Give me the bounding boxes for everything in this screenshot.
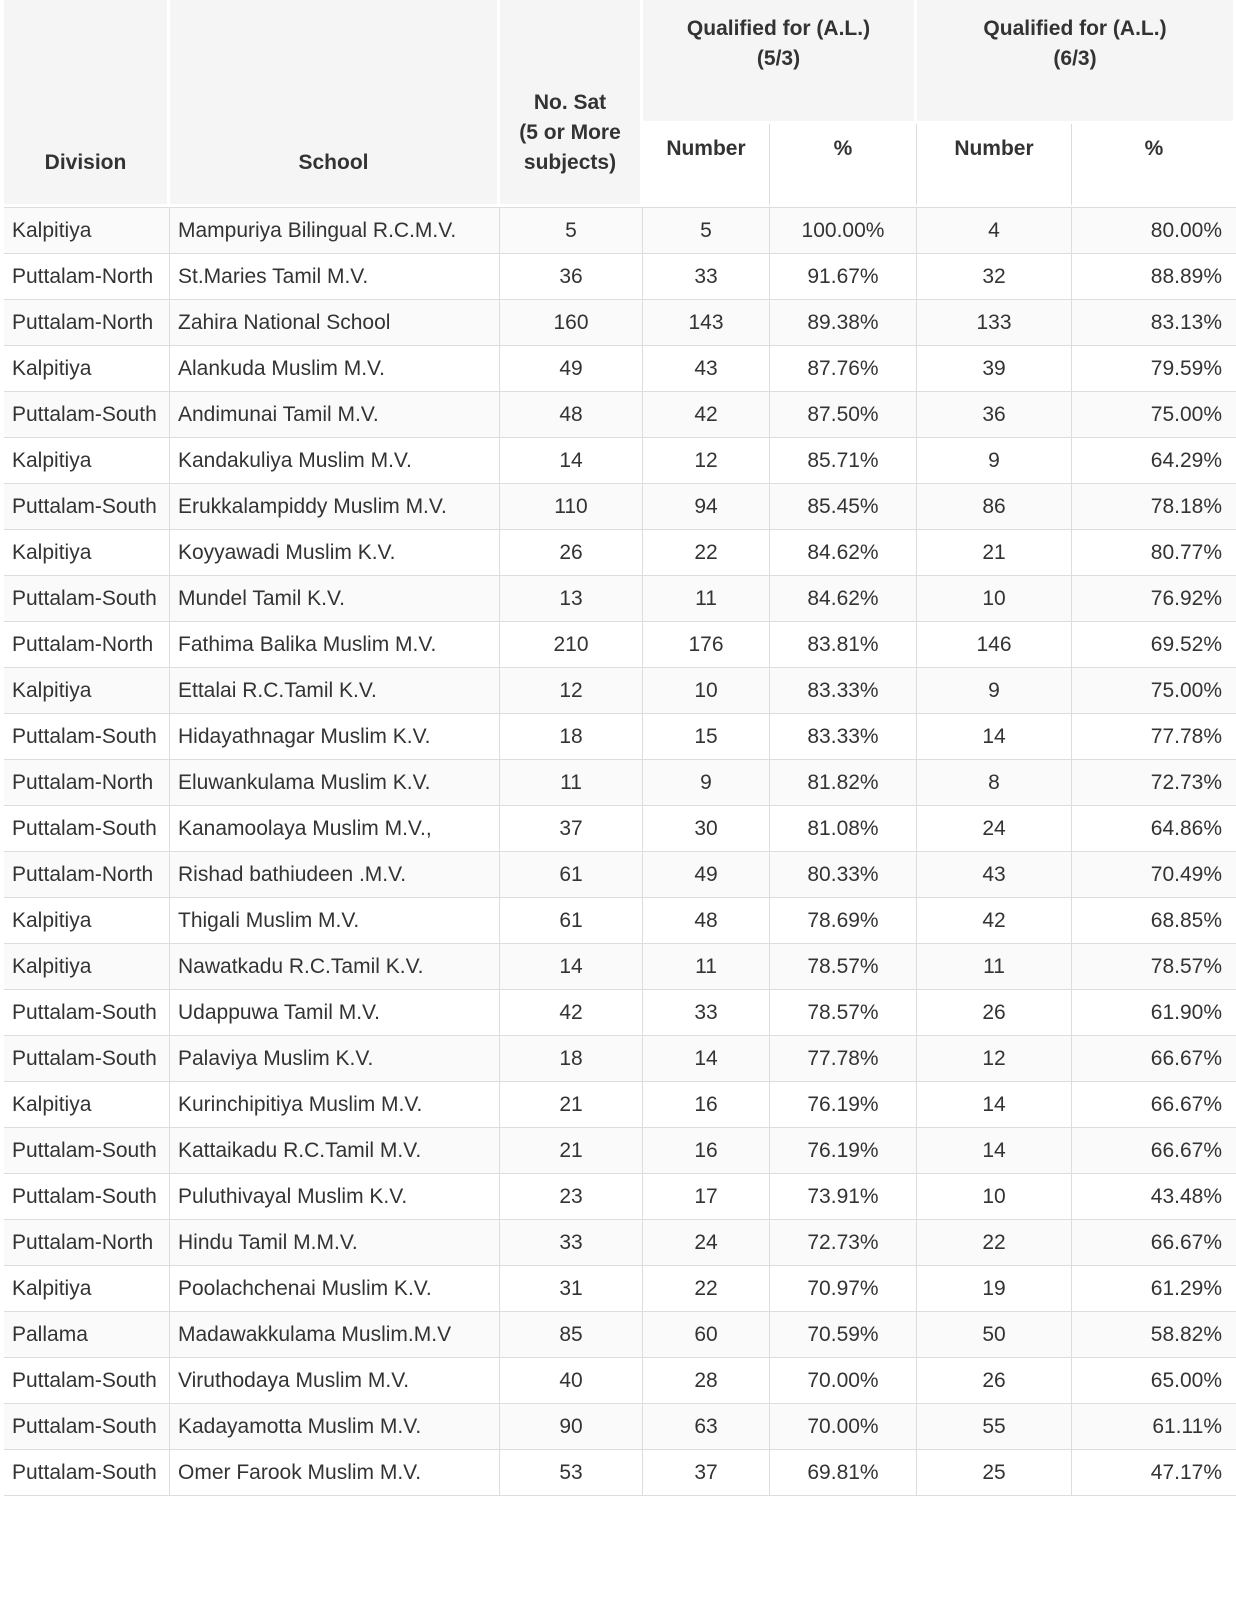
cell-no-sat: 85 [500, 1312, 643, 1358]
cell-number-6-3: 11 [917, 944, 1072, 990]
table-row [4, 1174, 1236, 1220]
cell-percent-6-3: 61.11% [1072, 1404, 1236, 1450]
cell-number-5-3: 48 [643, 898, 770, 944]
cell-number-6-3: 8 [917, 760, 1072, 806]
cell-percent-6-3: 83.13% [1072, 300, 1236, 346]
cell-number-5-3: 22 [643, 530, 770, 576]
cell-percent-6-3: 43.48% [1072, 1174, 1236, 1220]
cell-division: Puttalam-North [4, 1220, 170, 1266]
cell-number-5-3: 14 [643, 1036, 770, 1082]
cell-percent-6-3: 66.67% [1072, 1220, 1236, 1266]
cell-division: Kalpitiya [4, 1266, 170, 1312]
cell-division: Puttalam-North [4, 760, 170, 806]
cell-division: Kalpitiya [4, 346, 170, 392]
cell-division: Puttalam-South [4, 1450, 170, 1496]
cell-percent-6-3: 65.00% [1072, 1358, 1236, 1404]
cell-percent-5-3: 78.57% [770, 990, 917, 1036]
cell-number-6-3: 86 [917, 484, 1072, 530]
cell-number-5-3: 10 [643, 668, 770, 714]
cell-no-sat: 61 [500, 852, 643, 898]
cell-no-sat: 40 [500, 1358, 643, 1404]
cell-no-sat: 21 [500, 1128, 643, 1174]
cell-division: Kalpitiya [4, 668, 170, 714]
cell-percent-5-3: 81.82% [770, 760, 917, 806]
table-row [4, 1036, 1236, 1082]
table-row [4, 622, 1236, 668]
cell-percent-5-3: 70.00% [770, 1358, 917, 1404]
cell-percent-6-3: 77.78% [1072, 714, 1236, 760]
cell-school: Koyyawadi Muslim K.V. [170, 530, 500, 576]
cell-number-6-3: 50 [917, 1312, 1072, 1358]
cell-division: Puttalam-North [4, 300, 170, 346]
cell-number-6-3: 9 [917, 668, 1072, 714]
cell-number-5-3: 63 [643, 1404, 770, 1450]
cell-division: Puttalam-North [4, 622, 170, 668]
cell-number-6-3: 14 [917, 1082, 1072, 1128]
results-table [4, 0, 1236, 1496]
cell-no-sat: 31 [500, 1266, 643, 1312]
cell-number-6-3: 39 [917, 346, 1072, 392]
cell-percent-6-3: 72.73% [1072, 760, 1236, 806]
cell-school: Nawatkadu R.C.Tamil K.V. [170, 944, 500, 990]
cell-number-5-3: 94 [643, 484, 770, 530]
cell-number-6-3: 55 [917, 1404, 1072, 1450]
cell-number-6-3: 4 [917, 207, 1072, 254]
cell-percent-5-3: 84.62% [770, 530, 917, 576]
cell-no-sat: 5 [500, 207, 643, 254]
cell-number-6-3: 43 [917, 852, 1072, 898]
cell-division: Puttalam-South [4, 484, 170, 530]
cell-school: Omer Farook Muslim M.V. [170, 1450, 500, 1496]
cell-percent-6-3: 66.67% [1072, 1128, 1236, 1174]
table-row [4, 346, 1236, 392]
cell-number-5-3: 33 [643, 254, 770, 300]
cell-number-5-3: 49 [643, 852, 770, 898]
cell-school: St.Maries Tamil M.V. [170, 254, 500, 300]
cell-number-5-3: 30 [643, 806, 770, 852]
cell-percent-5-3: 73.91% [770, 1174, 917, 1220]
table-row [4, 207, 1236, 254]
cell-percent-5-3: 83.33% [770, 714, 917, 760]
cell-number-6-3: 146 [917, 622, 1072, 668]
cell-number-6-3: 22 [917, 1220, 1072, 1266]
header-qualified-6-3 [917, 0, 1236, 124]
cell-no-sat: 18 [500, 1036, 643, 1082]
cell-number-5-3: 16 [643, 1082, 770, 1128]
cell-division: Puttalam-South [4, 1128, 170, 1174]
cell-number-5-3: 15 [643, 714, 770, 760]
table-row [4, 852, 1236, 898]
cell-no-sat: 49 [500, 346, 643, 392]
cell-percent-6-3: 61.29% [1072, 1266, 1236, 1312]
cell-percent-6-3: 75.00% [1072, 668, 1236, 714]
cell-school: Zahira National School [170, 300, 500, 346]
cell-percent-6-3: 80.77% [1072, 530, 1236, 576]
header-no-sat-line1: No. Sat [533, 91, 607, 114]
cell-percent-5-3: 100.00% [770, 207, 917, 254]
cell-no-sat: 210 [500, 622, 643, 668]
cell-school: Madawakkulama Muslim.M.V [170, 1312, 500, 1358]
cell-percent-6-3: 61.90% [1072, 990, 1236, 1036]
cell-percent-6-3: 64.29% [1072, 438, 1236, 484]
cell-number-6-3: 9 [917, 438, 1072, 484]
cell-number-5-3: 24 [643, 1220, 770, 1266]
header-division: Division [4, 0, 170, 207]
cell-number-5-3: 16 [643, 1128, 770, 1174]
cell-number-6-3: 36 [917, 392, 1072, 438]
cell-division: Puttalam-South [4, 1358, 170, 1404]
cell-percent-5-3: 70.59% [770, 1312, 917, 1358]
cell-no-sat: 90 [500, 1404, 643, 1450]
cell-school: Hidayathnagar Muslim K.V. [170, 714, 500, 760]
cell-number-5-3: 12 [643, 438, 770, 484]
cell-no-sat: 53 [500, 1450, 643, 1496]
cell-percent-6-3: 69.52% [1072, 622, 1236, 668]
cell-no-sat: 13 [500, 576, 643, 622]
cell-school: Hindu Tamil M.M.V. [170, 1220, 500, 1266]
cell-division: Pallama [4, 1312, 170, 1358]
cell-percent-5-3: 72.73% [770, 1220, 917, 1266]
cell-division: Kalpitiya [4, 530, 170, 576]
header-school: School [170, 0, 500, 207]
cell-division: Kalpitiya [4, 1082, 170, 1128]
cell-school: Kadayamotta Muslim M.V. [170, 1404, 500, 1450]
table-row [4, 1082, 1236, 1128]
table-row [4, 1404, 1236, 1450]
cell-percent-6-3: 47.17% [1072, 1450, 1236, 1496]
table-row [4, 1128, 1236, 1174]
table-row [4, 990, 1236, 1036]
cell-number-5-3: 43 [643, 346, 770, 392]
cell-school: Kandakuliya Muslim M.V. [170, 438, 500, 484]
table-row [4, 806, 1236, 852]
cell-percent-5-3: 91.67% [770, 254, 917, 300]
cell-division: Puttalam-South [4, 1404, 170, 1450]
cell-division: Kalpitiya [4, 207, 170, 254]
cell-no-sat: 14 [500, 438, 643, 484]
cell-number-5-3: 22 [643, 1266, 770, 1312]
table-row [4, 668, 1236, 714]
cell-school: Eluwankulama Muslim K.V. [170, 760, 500, 806]
cell-number-6-3: 42 [917, 898, 1072, 944]
cell-percent-5-3: 85.71% [770, 438, 917, 484]
cell-number-6-3: 12 [917, 1036, 1072, 1082]
cell-percent-6-3: 79.59% [1072, 346, 1236, 392]
cell-division: Puttalam-South [4, 392, 170, 438]
cell-school: Kanamoolaya Muslim M.V., [170, 806, 500, 852]
cell-percent-6-3: 58.82% [1072, 1312, 1236, 1358]
cell-school: Ettalai R.C.Tamil K.V. [170, 668, 500, 714]
cell-percent-5-3: 76.19% [770, 1128, 917, 1174]
cell-division: Puttalam-South [4, 806, 170, 852]
cell-school: Andimunai Tamil M.V. [170, 392, 500, 438]
cell-percent-6-3: 66.67% [1072, 1036, 1236, 1082]
header-no-sat-line3: subjects) [523, 151, 617, 174]
cell-number-6-3: 14 [917, 714, 1072, 760]
cell-percent-5-3: 70.97% [770, 1266, 917, 1312]
table-row [4, 1312, 1236, 1358]
table-body [4, 207, 1236, 1496]
cell-number-5-3: 176 [643, 622, 770, 668]
cell-no-sat: 36 [500, 254, 643, 300]
cell-percent-6-3: 64.86% [1072, 806, 1236, 852]
cell-no-sat: 33 [500, 1220, 643, 1266]
cell-number-6-3: 14 [917, 1128, 1072, 1174]
table-row [4, 254, 1236, 300]
cell-percent-5-3: 84.62% [770, 576, 917, 622]
table-row [4, 760, 1236, 806]
cell-no-sat: 26 [500, 530, 643, 576]
table-row [4, 1358, 1236, 1404]
cell-percent-5-3: 78.57% [770, 944, 917, 990]
cell-percent-5-3: 77.78% [770, 1036, 917, 1082]
cell-number-6-3: 26 [917, 1358, 1072, 1404]
cell-percent-5-3: 80.33% [770, 852, 917, 898]
cell-number-6-3: 10 [917, 1174, 1072, 1220]
header-no-sat [500, 0, 643, 207]
cell-no-sat: 110 [500, 484, 643, 530]
cell-percent-6-3: 78.18% [1072, 484, 1236, 530]
header-percent-6-3: % [1072, 124, 1236, 207]
cell-no-sat: 48 [500, 392, 643, 438]
cell-no-sat: 14 [500, 944, 643, 990]
cell-number-6-3: 24 [917, 806, 1072, 852]
table-row [4, 944, 1236, 990]
cell-percent-5-3: 83.33% [770, 668, 917, 714]
cell-number-6-3: 25 [917, 1450, 1072, 1496]
cell-number-5-3: 9 [643, 760, 770, 806]
cell-school: Udappuwa Tamil M.V. [170, 990, 500, 1036]
cell-percent-5-3: 78.69% [770, 898, 917, 944]
cell-percent-5-3: 87.50% [770, 392, 917, 438]
cell-percent-5-3: 83.81% [770, 622, 917, 668]
cell-percent-5-3: 85.45% [770, 484, 917, 530]
cell-no-sat: 18 [500, 714, 643, 760]
table-row [4, 438, 1236, 484]
table-row [4, 1266, 1236, 1312]
header-qualified-6-3-line2: (6/3) [1053, 47, 1097, 70]
cell-percent-5-3: 70.00% [770, 1404, 917, 1450]
table-row [4, 392, 1236, 438]
cell-no-sat: 37 [500, 806, 643, 852]
header-qualified-6-3-line1: Qualified for (A.L.) [983, 17, 1167, 40]
cell-school: Thigali Muslim M.V. [170, 898, 500, 944]
table-row [4, 898, 1236, 944]
cell-percent-6-3: 80.00% [1072, 207, 1236, 254]
cell-percent-5-3: 87.76% [770, 346, 917, 392]
cell-percent-5-3: 69.81% [770, 1450, 917, 1496]
cell-no-sat: 12 [500, 668, 643, 714]
cell-number-5-3: 28 [643, 1358, 770, 1404]
cell-school: Rishad bathiudeen .M.V. [170, 852, 500, 898]
cell-number-5-3: 42 [643, 392, 770, 438]
cell-school: Alankuda Muslim M.V. [170, 346, 500, 392]
cell-division: Puttalam-South [4, 1036, 170, 1082]
table-row [4, 300, 1236, 346]
cell-percent-6-3: 70.49% [1072, 852, 1236, 898]
cell-school: Palaviya Muslim K.V. [170, 1036, 500, 1082]
cell-number-6-3: 21 [917, 530, 1072, 576]
cell-no-sat: 23 [500, 1174, 643, 1220]
cell-division: Puttalam-South [4, 714, 170, 760]
cell-number-6-3: 10 [917, 576, 1072, 622]
cell-school: Kattaikadu R.C.Tamil M.V. [170, 1128, 500, 1174]
cell-school: Kurinchipitiya Muslim M.V. [170, 1082, 500, 1128]
cell-number-5-3: 60 [643, 1312, 770, 1358]
header-percent-5-3: % [770, 124, 917, 207]
cell-division: Puttalam-North [4, 254, 170, 300]
header-qualified-5-3-line1: Qualified for (A.L.) [686, 17, 871, 40]
cell-no-sat: 11 [500, 760, 643, 806]
cell-school: Poolachchenai Muslim K.V. [170, 1266, 500, 1312]
cell-no-sat: 160 [500, 300, 643, 346]
cell-number-5-3: 11 [643, 576, 770, 622]
cell-percent-6-3: 68.85% [1072, 898, 1236, 944]
cell-school: Mundel Tamil K.V. [170, 576, 500, 622]
cell-percent-5-3: 89.38% [770, 300, 917, 346]
cell-division: Puttalam-South [4, 576, 170, 622]
cell-percent-5-3: 76.19% [770, 1082, 917, 1128]
cell-number-5-3: 37 [643, 1450, 770, 1496]
header-qualified-5-3 [643, 0, 917, 124]
results-table-container [4, 0, 1236, 1496]
cell-percent-6-3: 76.92% [1072, 576, 1236, 622]
cell-school: Erukkalampiddy Muslim M.V. [170, 484, 500, 530]
table-row [4, 530, 1236, 576]
cell-division: Kalpitiya [4, 944, 170, 990]
table-row [4, 576, 1236, 622]
cell-percent-6-3: 75.00% [1072, 392, 1236, 438]
cell-percent-6-3: 78.57% [1072, 944, 1236, 990]
cell-no-sat: 61 [500, 898, 643, 944]
table-row [4, 1220, 1236, 1266]
cell-division: Puttalam-North [4, 852, 170, 898]
table-row [4, 714, 1236, 760]
cell-division: Puttalam-South [4, 1174, 170, 1220]
cell-number-5-3: 33 [643, 990, 770, 1036]
header-number-6-3: Number [917, 124, 1072, 207]
header-number-5-3: Number [643, 124, 770, 207]
cell-percent-6-3: 88.89% [1072, 254, 1236, 300]
cell-division: Kalpitiya [4, 438, 170, 484]
table-row [4, 484, 1236, 530]
cell-number-5-3: 17 [643, 1174, 770, 1220]
cell-number-6-3: 26 [917, 990, 1072, 1036]
cell-number-5-3: 11 [643, 944, 770, 990]
cell-school: Fathima Balika Muslim M.V. [170, 622, 500, 668]
header-qualified-5-3-line2: (5/3) [756, 47, 801, 70]
cell-school: Mampuriya Bilingual R.C.M.V. [170, 207, 500, 254]
cell-division: Puttalam-South [4, 990, 170, 1036]
cell-number-5-3: 5 [643, 207, 770, 254]
cell-school: Viruthodaya Muslim M.V. [170, 1358, 500, 1404]
cell-percent-6-3: 66.67% [1072, 1082, 1236, 1128]
header-no-sat-line2: (5 or More [519, 121, 621, 144]
cell-number-6-3: 19 [917, 1266, 1072, 1312]
cell-number-5-3: 143 [643, 300, 770, 346]
cell-no-sat: 21 [500, 1082, 643, 1128]
table-header [4, 0, 1236, 207]
cell-division: Kalpitiya [4, 898, 170, 944]
cell-number-6-3: 133 [917, 300, 1072, 346]
cell-school: Puluthivayal Muslim K.V. [170, 1174, 500, 1220]
table-row [4, 1450, 1236, 1496]
cell-no-sat: 42 [500, 990, 643, 1036]
cell-number-6-3: 32 [917, 254, 1072, 300]
cell-percent-5-3: 81.08% [770, 806, 917, 852]
